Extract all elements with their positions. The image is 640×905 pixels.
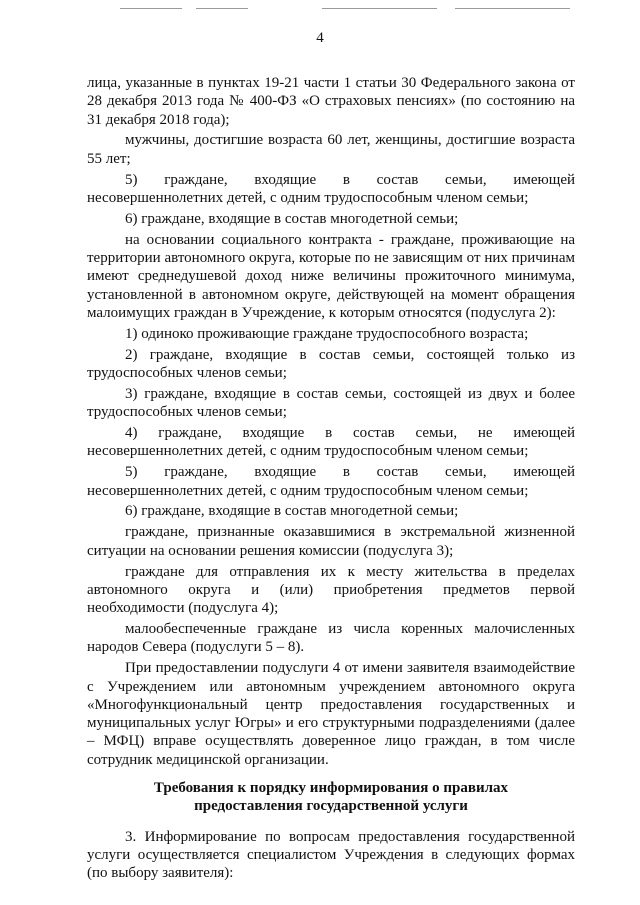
paragraph: 1) одиноко проживающие граждане трудоспособного возраста; [125,325,529,342]
paragraph: 5) граждане, входящие в состав семьи, имеющей несовершеннолетних детей, с одним трудоспособным членом семьи; [87,171,575,206]
paragraph: 4) граждане, входящие в состав семьи, не имеющей несовершеннолетних детей, с одним трудоспособным членом семьи; [87,425,575,460]
scan-artifact-line [322,8,437,9]
paragraph: малообеспеченные граждане из числа коренных малочисленных народов Севера (подуслуги 5 – 8). [87,621,575,656]
paragraph: граждане, признанные оказавшимися в экстремальной жизненной ситуации на основании решения комиссии (подуслуга 3); [87,524,575,559]
paragraph: граждане для отправления их к месту жительства в пределах автономного округа и (или) приобретения предметов первой необходимости (подуслуга 4); [87,563,575,617]
paragraph: 3. Информирование по вопросам предоставления государственной услуги осуществляется специалистом Учреждения в следующих формах (по выбору заявителя): [87,828,575,882]
paragraph: мужчины, достигшие возраста 60 лет, женщины, достигшие возраста 55 лет; [87,132,575,167]
scan-artifact-line [455,8,570,9]
paragraph: 5) граждане, входящие в состав семьи, имеющей несовершеннолетних детей, с одним трудоспособным членом семьи; [87,464,575,499]
scan-artifact-line [196,8,248,9]
paragraph: на основании социального контракта - граждане, проживающие на территории автономного округа, которые по не зависящим от них причинам имеют среднедушевой доход ниже величины прожиточного минимума, установленной в автономном округе, действующей на момент обращения малоимущих граждан в Учреждение, к которым относятся (подуслуга 2): [87,231,575,321]
document-body [87,74,575,885]
paragraph: 6) граждане, входящие в состав многодетной семьи; [125,210,459,227]
page-number: 4 [316,30,324,46]
paragraph: лица, указанные в пунктах 19-21 части 1 статьи 30 Федерального закона от 28 декабря 2013 года № 400-ФЗ «О страховых пенсиях» (по состоянию на 31 декабря 2018 года); [87,75,575,128]
section-heading-line: Требования к порядку информирования о правилах [153,780,509,796]
section-heading-line: предоставления государственной услуги [194,798,468,815]
scan-artifact-line [120,8,182,9]
paragraph: 2) граждане, входящие в состав семьи, состоящей только из трудоспособных членов семьи; [87,346,575,382]
paragraph: При предоставлении подуслуги 4 от имени заявителя взаимодействие с Учреждением или автономным учреждением автономного округа «Многофункциональный центр предоставления государственных и муниципальных услуг Югры» и его структурными подразделениями (далее – МФЦ) вправе осуществлять доверенное лицо граждан, в том числе сотрудник медицинской организации. [87,660,575,768]
section-heading [87,779,575,816]
paragraph: 6) граждане, входящие в состав многодетной семьи; [125,503,459,520]
paragraph: 3) граждане, входящие в состав семьи, состоящей из двух и более трудоспособных членов семьи; [87,385,575,421]
